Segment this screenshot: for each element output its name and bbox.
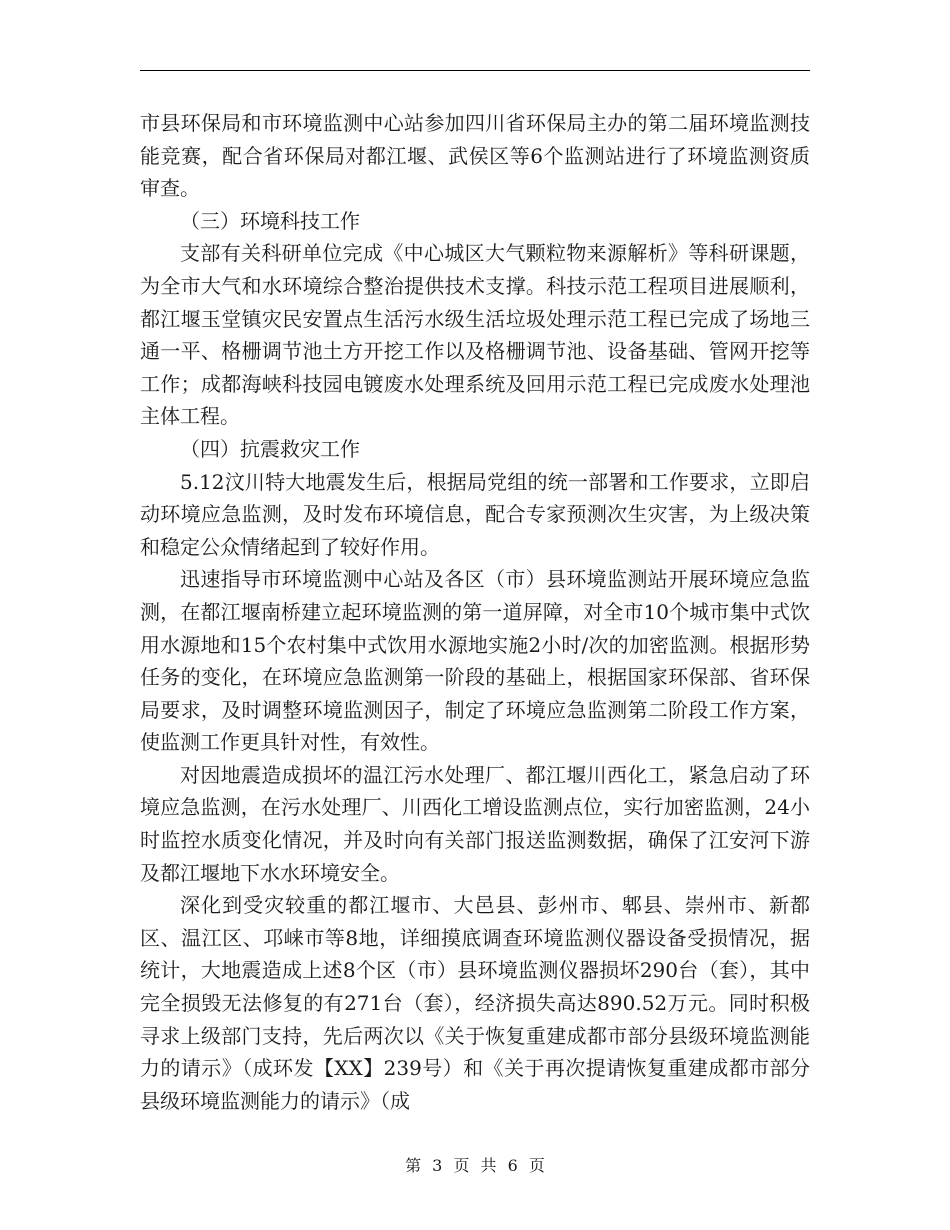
body-text <box>140 107 810 1117</box>
paragraph-5: 对因地震造成损坏的温江污水处理厂、都江堰川西化工，紧急启动了环境应急监测，在污水处理厂、川西化工增设监测点位，实行加密监测，24小时监控水质变化情况，并及时向有关部门报送监测数据，确保了江安河下游及都江堰地下水水环境安全。 <box>140 762 810 885</box>
paragraph-1: 市县环保局和市环境监测中心站参加四川省环保局主办的第二届环境监测技能竞赛，配合省环保局对都江堰、武侯区等6个监测站进行了环境监测资质审查。 <box>140 111 810 201</box>
paragraph-2: 支部有关科研单位完成《中心城区大气颗粒物来源解析》等科研课题，为全市大气和水环境综合整治提供技术支撑。科技示范工程项目进展顺利，都江堰玉堂镇灾民安置点生活污水级生活垃圾处理示范工程已完成了场地三通一平、格栅调节池土方开挖工作以及格栅调节池、设备基础、管网开挖等工作；成都海峡科技园电镀废水处理系统及回用示范工程已完成废水处理池主体工程。 <box>140 241 810 429</box>
section-heading-4: （四）抗震救灾工作 <box>180 436 360 461</box>
page-footer: 第 3 页 共 6 页 <box>405 1156 545 1175</box>
section-heading-3: （三）环境科技工作 <box>180 208 360 233</box>
header-rule <box>140 70 810 71</box>
paragraph-6: 深化到受灾较重的都江堰市、大邑县、彭州市、郫县、崇州市、新都区、温江区、邛崃市等8地，详细摸底调查环境监测仪器设备受损情况，据统计，大地震造成上述8个区（市）县环境监测仪器损坏290台（套），其中完全损毁无法修复的有271台（套），经济损失高达890.52万元。同时积极寻求上级部门支持，先后两次以《关于恢复重建成都市部分县级环境监测能力的请示》（成环发【XX】239号）和《关于再次提请恢复重建成都市部分县级环境监测能力的请示》（成 <box>140 893 810 1113</box>
paragraph-3: 5.12汶川特大地震发生后，根据局党组的统一部署和工作要求，立即启动环境应急监测，及时发布环境信息，配合专家预测次生灾害，为上级决策和稳定公众情绪起到了较好作用。 <box>140 469 810 559</box>
paragraph-4: 迅速指导市环境监测中心站及各区（市）县环境监测站开展环境应急监测，在都江堰南桥建立起环境监测的第一道屏障，对全市10个城市集中式饮用水源地和15个农村集中式饮用水源地实施2小时/次的加密监测。根据形势任务的变化，在环境应急监测第一阶段的基础上，根据国家环保部、省环保局要求，及时调整环境监测因子，制定了环境应急监测第二阶段工作方案，使监测工作更具针对性，有效性。 <box>140 567 810 755</box>
